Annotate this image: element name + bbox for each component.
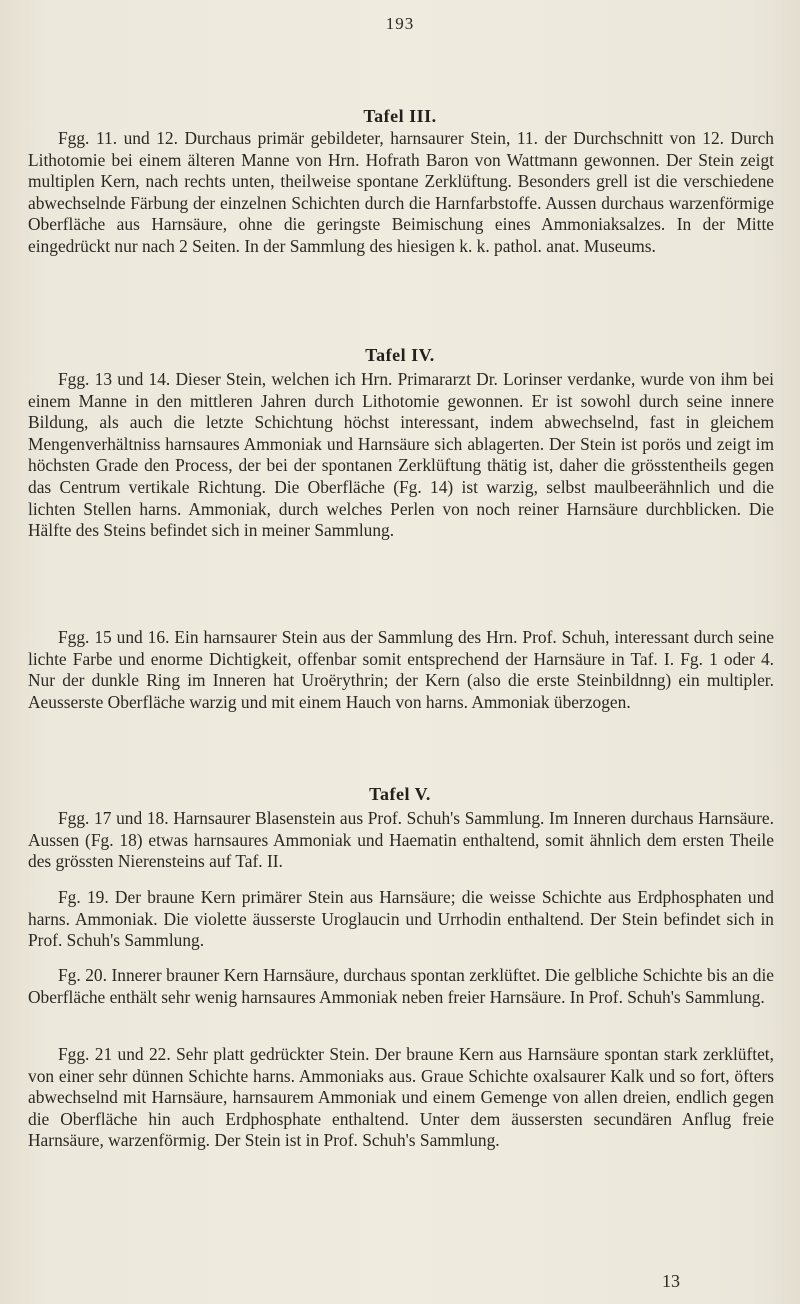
signature-mark: 13 <box>662 1271 680 1291</box>
paragraph-fg-19: Fg. 19. Der braune Kern primärer Stein aus Harnsäure; die weisse Schichte aus Erdphosphaten und harns. Ammoniak. Die violette äusserste Uroglaucin und Urrhodin enthaltend. Der Stein befindet sich in Prof. Schuh's Sammlung. <box>28 887 774 951</box>
paragraph-fgg-21-22: Fgg. 21 und 22. Sehr platt gedrückter Stein. Der braune Kern aus Harnsäure spontan stark zerklüftet, von einer sehr dünnen Schichte harns. Ammoniaks aus. Graue Schichte oxalsaurer Kalk und so fort, öfters abwechselnd mit Harnsäure, harnsaurem Ammoniak und einem Gemenge von allen dreien, endlich gegen die Oberfläche hin auch Erdphosphate enthaltend. Unter dem äussersten secundären Anflug freie Harnsäure, warzenförmig. Der Stein ist in Prof. Schuh's Sammlung. <box>28 1044 774 1151</box>
paragraph-fgg-17-18: Fgg. 17 und 18. Harnsaurer Blasenstein aus Prof. Schuh's Sammlung. Im Inneren durchaus Harnsäure. Aussen (Fg. 18) etwas harnsaures Ammoniak und Haematin enthaltend, somit ähnlich dem ersten Theile des grössten Nierensteins auf Taf. II. <box>28 808 774 872</box>
section-title-tafel-iv: Tafel IV. <box>365 345 435 365</box>
page-number: 193 <box>385 14 415 33</box>
paragraph-fgg-15-16: Fgg. 15 und 16. Ein harnsaurer Stein aus der Sammlung des Hrn. Prof. Schuh, interessant durch seine lichte Farbe und enorme Dichtigkeit, offenbar somit entsprechend der Harnsäure in Taf. I. Fg. 1 oder 4. Nur der dunkle Ring im Inneren hat Uroërythrin; der Kern (also die erste Steinbildnng) ein multipler. Aeusserste Oberfläche warzig und mit einem Hauch von harns. Ammoniak überzogen. <box>28 627 774 712</box>
paragraph-fg-20: Fg. 20. Innerer brauner Kern Harnsäure, durchaus spontan zerklüftet. Die gelbliche Schichte bis an die Oberfläche enthält sehr wenig harnsaures Ammoniak neben freier Harnsäure. In Prof. Schuh's Sammlung. <box>28 965 774 1007</box>
section-title-tafel-iii: Tafel III. <box>363 106 437 126</box>
paragraph-fgg-13-14: Fgg. 13 und 14. Dieser Stein, welchen ich Hrn. Primararzt Dr. Lorinser verdanke, wurde von ihm bei einem Manne in den mittleren Jahren durch Lithotomie gewonnen. Er ist sowohl durch seine innere Bildung, als auch die letzte Schichtung höchst interessant, indem abwechselnd, fast in gleichem Mengenverhältniss harnsaures Ammoniak und Harnsäure sich ablagerten. Der Stein ist porös und zeigt im höchsten Grade den Process, der bei der spontanen Zerklüftung thätig ist, daher die grösstentheils gegen das Centrum vertikale Richtung. Die Oberfläche (Fg. 14) ist warzig, selbst maulbeerähnlich und die lichten Stellen harns. Ammoniak, durch welches Perlen von noch reiner Harnsäure durchblicken. Die Hälfte des Steins befindet sich in meiner Sammlung. <box>28 369 774 541</box>
paragraph-fgg-11-12: Fgg. 11. und 12. Durchaus primär gebildeter, harnsaurer Stein, 11. der Durchschnitt von 12. Durch Lithotomie bei einem älteren Manne von Hrn. Hofrath Baron von Wattmann gewonnen. Der Stein zeigt multiplen Kern, nach rechts unten, theilweise spontane Zerklüftung. Besonders grell ist die verschiedene abwechselnde Färbung der einzelnen Schichten durch die Harnfarbstoffe. Aussen durchaus warzenförmige Oberfläche aus Harnsäure, ohne die geringste Beimischung eines Ammoniaksalzes. In der Mitte eingedrückt nur nach 2 Seiten. In der Sammlung des hiesigen k. k. pathol. anat. Museums. <box>28 128 774 256</box>
section-title-tafel-v: Tafel V. <box>369 784 431 804</box>
